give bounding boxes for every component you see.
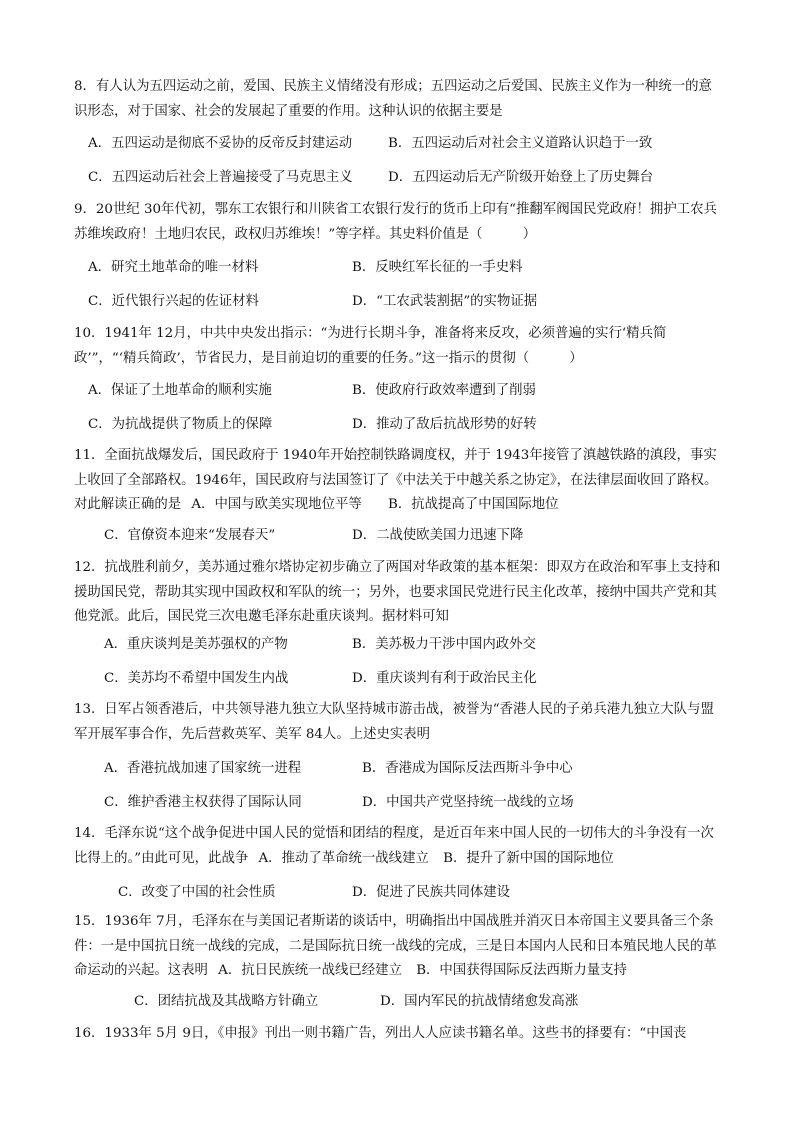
question-15-text: 15．1936年 7月，毛泽东在与美国记者斯诺的谈话中，明确指出中国战胜并消灭日本帝国主义要具备三个条件：一是中国抗日统一战线的完成，二是国际抗日统一战线的完成，三是日本国内人民和日本殖民地人民的革命运动的兴起。这表明 [74,914,717,978]
question-15-option-c[interactable]: C．团结抗战及其战略方针确立 [134,994,319,1009]
question-8-option-c[interactable]: C．五四运动后社会上普遍接受了马克思主义 [88,170,353,185]
question-12-option-c[interactable]: C．美苏均不希望中国发生内战 [104,671,289,686]
question-12-option-b[interactable]: B．美苏极力干涉中国内政外交 [352,637,536,652]
question-11-option-a[interactable]: A．中国与欧美实现地位平等 [191,497,362,512]
question-9-option-b[interactable]: B．反映红军长征的一手史料 [352,260,523,275]
question-9-option-c[interactable]: C．近代银行兴起的佐证材料 [88,294,259,309]
question-8-option-b[interactable]: B．五四运动后对社会主义道路认识趋于一致 [388,136,653,151]
question-13-option-b[interactable]: B．香港成为国际反法西斯斗争中心 [362,761,573,776]
question-8-option-a[interactable]: A．五四运动是彻底不妥协的反帝反封建运动 [88,136,353,151]
question-14-option-b[interactable]: B．提升了新中国的国际地位 [443,850,614,866]
question-14-option-c[interactable]: C．改变了中国的社会性质 [118,885,276,900]
question-10-option-c[interactable]: C．为抗战提供了物质上的保障 [88,417,273,432]
question-10-option-d[interactable]: D．推动了敌后抗战形势的好转 [352,417,537,432]
question-16-stem: 16．1933年 5月 9日，《申报》刊出一则书籍广告，列出人人应读书籍名单。这些书的择要有：“中国丧 [74,1026,687,1041]
question-12-stem: 12．抗战胜利前夕，美苏通过雅尔塔协定初步确立了两国对华政策的基本框架：即双方在政治和军事上支持和援助国民党，帮助其实现中国政权和军队的统一；另外，也要求国民党进行民主化改革，接纳中国共产党和其他党派。此后，国民党三次电邀毛泽东赴重庆谈判。据材料可知 [74,560,721,624]
question-12-option-d[interactable]: D．重庆谈判有利于政治民主化 [352,671,537,686]
question-10-stem: 10．1941年 12月，中共中央发出指示：“为进行长期斗争，准备将来反攻，必须普遍的实行‘精兵简政’”，“‘精兵简政’，节省民力，是目前迫切的重要的任务。”这一指示的贯彻（ ） [74,326,667,366]
question-9-option-d[interactable]: D．“工农武装割据”的实物证据 [352,294,538,309]
question-11-text: 11．全面抗战爆发后，国民政府于 1940年开始控制铁路调度权，并于 1943年接管了滇越铁路的滇段，事实上收回了全部路权。1946年，国民政府与法国签订了《中法关于中越关系之协定》，在法律层面收回了路权。对此解读正确的是 [74,448,718,512]
question-13-option-a[interactable]: A．香港抗战加速了国家统一进程 [104,761,302,776]
question-14-text: 14．毛泽东说“这个战争促进中国人民的觉悟和团结的程度，是近百年来中国人民的一切伟大的斗争没有一次比得上的。”由此可见，此战争 [74,826,714,866]
question-11-option-d[interactable]: D．二战使欧美国力迅速下降 [352,528,524,543]
question-15-option-b[interactable]: B．中国获得国际反法西斯力量支持 [416,963,627,978]
question-12-option-a[interactable]: A．重庆谈判是美苏强权的产物 [104,637,288,652]
question-13-stem: 13．日军占领香港后，中共领导港九独立大队坚持城市游击战，被誉为“香港人民的子弟兵港九独立大队与盟军开展军事合作，先后营救英军、美军 84人。上述史实表明 [74,702,714,742]
question-13-option-c[interactable]: C．维护香港主权获得了国际认同 [104,795,302,810]
question-14-option-a[interactable]: A．推动了革命统一战线建立 [258,850,429,866]
question-8-stem: 8．有人认为五四运动之前，爱国、民族主义情绪没有形成；五四运动之后爱国、民族主义作为一种统一的意识形态，对于国家、社会的发展起了重要的作用。这种认识的依据主要是 [74,79,712,119]
question-15-option-a[interactable]: A．抗日民族统一战线已经建立 [218,963,402,978]
question-14-stem [74,822,724,871]
question-10-option-b[interactable]: B．使政府行政效率遭到了削弱 [352,383,536,398]
question-15-stem [74,910,724,984]
question-9-option-a[interactable]: A．研究土地革命的唯一材料 [88,260,259,275]
question-8-option-d[interactable]: D．五四运动后无产阶级开始登上了历史舞台 [388,170,654,185]
question-14-option-d[interactable]: D．促进了民族共同体建设 [352,885,511,900]
question-11-stem [74,444,724,518]
question-15-option-d[interactable]: D．国内军民的抗战情绪愈发高涨 [380,994,579,1009]
question-13-option-d[interactable]: D．中国共产党坚持统一战线的立场 [362,795,574,810]
question-11-option-b[interactable]: B．抗战提高了中国国际地位 [388,497,559,512]
question-9-stem: 9．20世纪 30年代初，鄂东工农银行和川陕省工农银行发行的货币上印有“推翻军阀国民党政府！拥护工农兵苏维埃政府！土地归农民，政权归苏维埃！”等字样。其史料价值是（ ） [74,202,717,242]
question-11-option-c[interactable]: C．官僚资本迎来“发展春天” [104,528,276,543]
question-10-option-a[interactable]: A．保证了土地革命的顺利实施 [88,383,272,398]
